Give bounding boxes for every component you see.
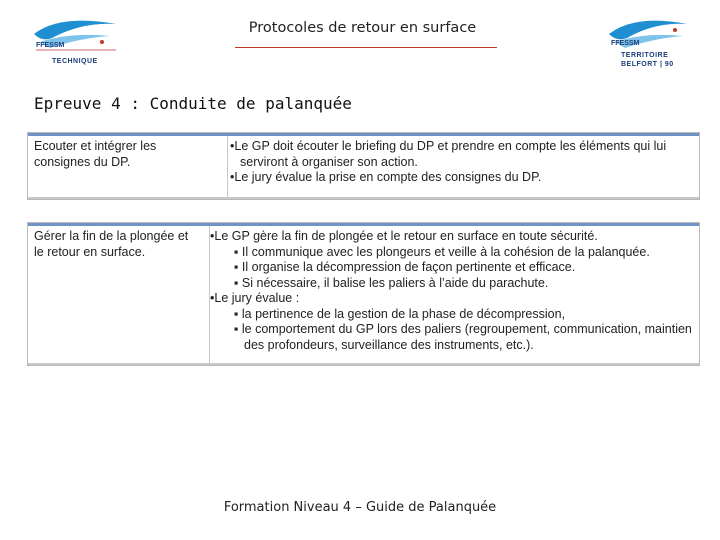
bullet-square-icon: ▪ (234, 275, 242, 290)
column-separator (227, 136, 228, 197)
bullet-item: •Le jury évalue : (210, 291, 300, 305)
table-top-bar (28, 223, 699, 226)
ffessm-territoire-logo (605, 12, 695, 72)
section-title: Epreuve 4 : Conduite de palanquée (34, 94, 352, 113)
bullet-dot-icon: • (230, 170, 235, 184)
bullet-item: •Le jury évalue la prise en compte des consignes du DP. (230, 170, 542, 184)
criterion-line: Gérer la fin de la plongée et (34, 229, 189, 243)
criterion-cell (34, 139, 222, 170)
logo-sub-text: TECHNIQUE (52, 58, 98, 65)
table-bottom-bar (28, 363, 699, 365)
bullet-square-icon: ▪ (234, 306, 242, 321)
sub-bullet-item: ▪ Si nécessaire, il balise les paliers à l’aide du parachute. (234, 275, 549, 290)
logo-sub-line1: TERRITOIRE (621, 52, 669, 59)
table-bottom-bar (28, 197, 699, 199)
criterion-line: le retour en surface. (34, 244, 146, 259)
page-footer: Formation Niveau 4 – Guide de Palanquée (223, 500, 497, 515)
evaluation-cell (210, 229, 694, 353)
sub-bullet-item: ▪ le comportement du GP lors des paliers (regroupement, communication, maintien des profondeurs, surveillance des instruments, etc.). (234, 322, 692, 352)
sub-bullet-item: ▪ Il communique avec les plongeurs et veille à la cohésion de la palanquée. (234, 244, 650, 259)
criteria-table-2 (27, 222, 700, 366)
bullet-dot-icon: • (210, 291, 215, 305)
bullet-item: •Le GP gère la fin de plongée et le retour en surface en toute sécurité. (210, 229, 598, 243)
bullet-square-icon: ▪ (234, 260, 242, 274)
bullet-dot-icon: • (230, 139, 235, 153)
evaluation-cell (230, 139, 692, 186)
table-top-bar (28, 133, 699, 136)
bullet-square-icon: ▪ (234, 322, 242, 336)
logo-org-text: FFESSM (36, 42, 65, 49)
sub-bullet-item: ▪ Il organise la décompression de façon pertinente et efficace. (234, 260, 576, 274)
bullet-square-icon: ▪ (234, 244, 242, 259)
logo-sub-line2: BELFORT | 90 (621, 61, 674, 68)
criterion-line: Ecouter et intégrer les (34, 139, 157, 153)
header-divider (235, 47, 497, 48)
criterion-line: consignes du DP. (34, 154, 131, 169)
sub-bullet-item: ▪ la pertinence de la gestion de la phase de décompression, (234, 306, 566, 321)
criterion-cell (34, 229, 206, 260)
page-header-title: Protocoles de retour en surface (248, 20, 477, 36)
bullet-dot-icon: • (210, 229, 215, 243)
bullet-item: •Le GP doit écouter le briefing du DP et prendre en compte les éléments qui lui serviront à organiser son action. (230, 139, 667, 169)
logo-org-text: FFESSM (611, 40, 640, 47)
ffessm-technique-logo (30, 12, 120, 72)
criteria-table-1 (27, 132, 700, 200)
